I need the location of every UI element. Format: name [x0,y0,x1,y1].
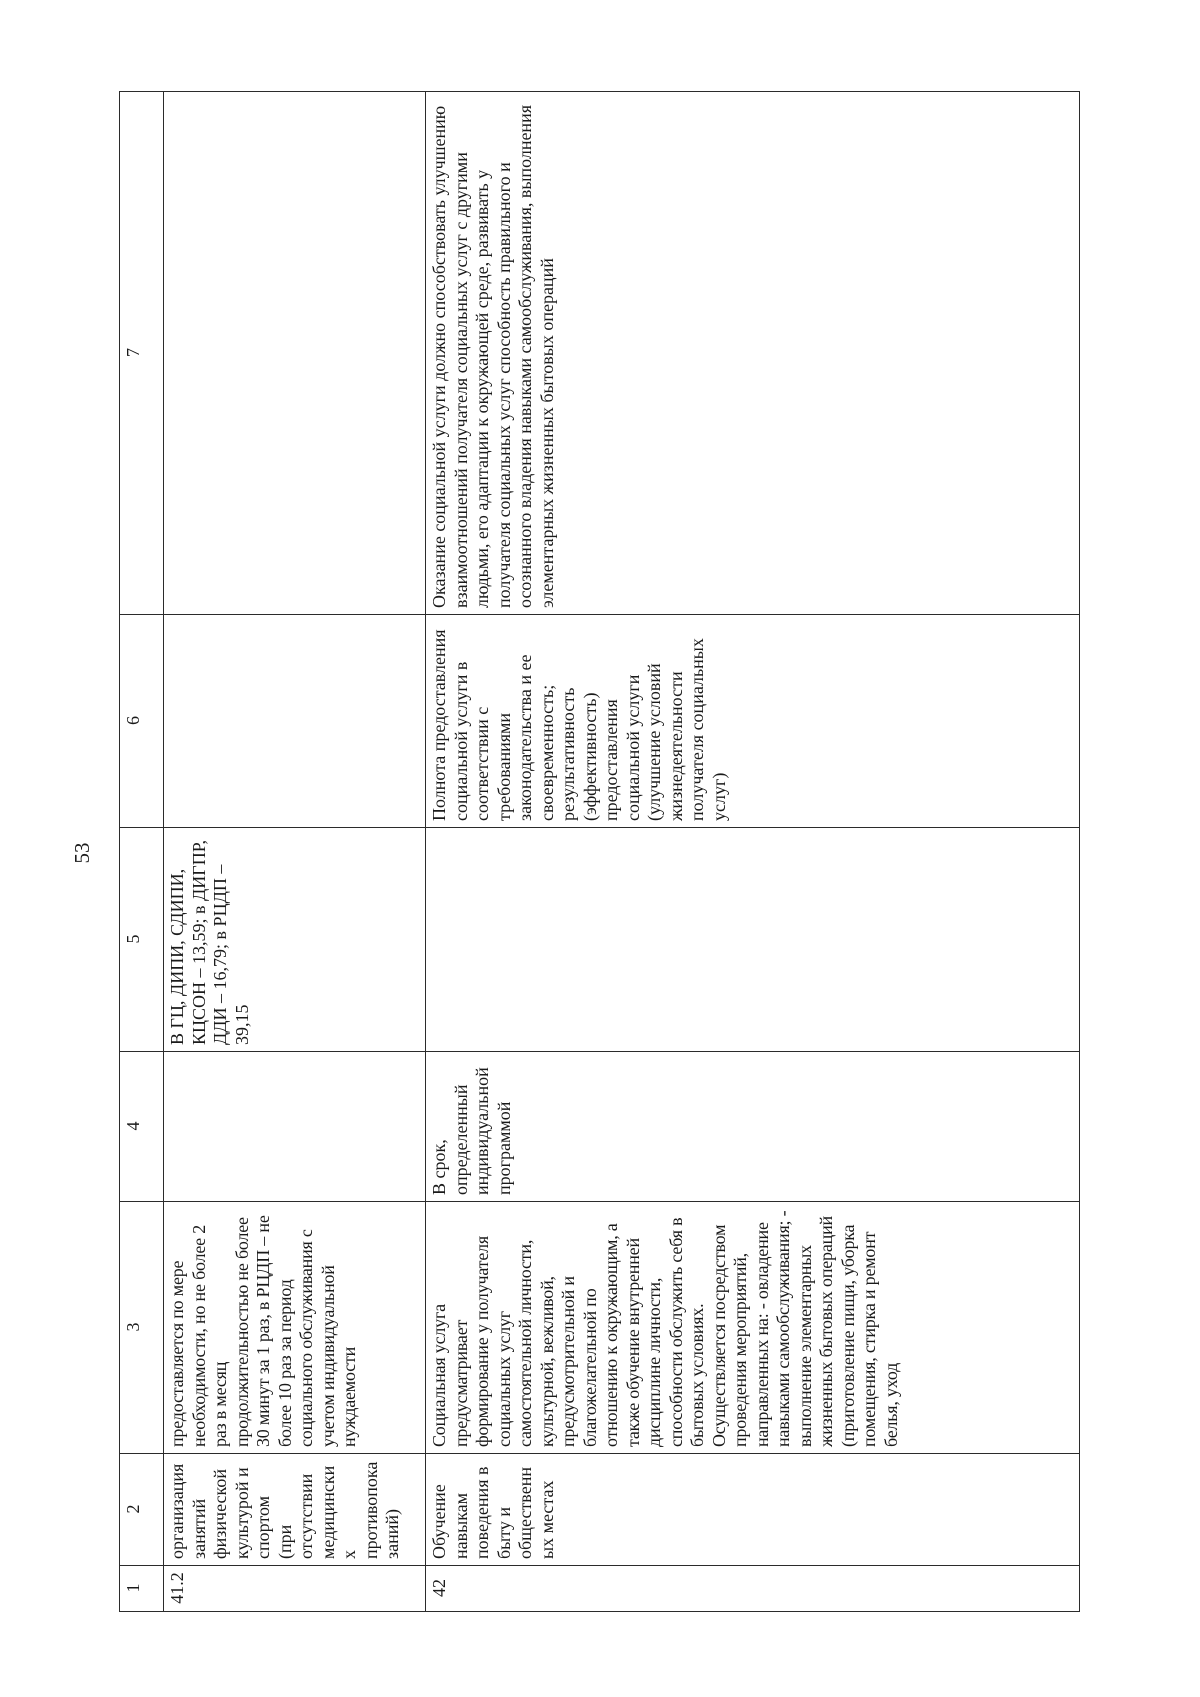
column-header: 2 [120,1454,164,1566]
column-header: 4 [120,1052,164,1202]
services-table [119,91,1080,1612]
rotated-table-wrapper [119,92,1072,1612]
column-header: 1 [120,1566,164,1612]
quality-indicators [164,615,426,828]
column-header: 5 [120,828,164,1052]
service-name: организация занятий физической культурой и спортом (при отсутствии медицинских противопоказаний) [164,1454,426,1566]
quality-indicators: Полнота предоставления социальной услуги в соответствии с требованиями законодательства и ее своевременность; результативность (эффективность) предоставления социальной услуги (улучшение условий жизнедеятельности получателя социальных услуг) [426,615,1080,828]
table-row [426,92,1080,1612]
service-term [164,1052,426,1202]
column-header: 6 [120,615,164,828]
service-term: В срок, определенный индивидуальной программой [426,1052,1080,1202]
page-number: 53 [70,842,94,864]
row-number: 41.2 [164,1566,426,1612]
table-row [164,92,426,1612]
header-row [120,92,164,1612]
service-tariff [426,828,1080,1052]
service-description: предоставляется по мере необходимости, но не более 2 раз в месяц продолжительностью не более 30 минут за 1 раз, в РЦДП – не более 10 раз за период социального обслуживания с учетом индивидуальной нуждаемости [164,1202,426,1454]
service-tariff: В ГЦ, ДИПИ, СДИПИ, КЦСОН – 13,59; в ДИГПР, ДДИ – 16,79; в РЦДП – 39,15 [164,828,426,1052]
row-number: 42 [426,1566,1080,1612]
column-header: 3 [120,1202,164,1454]
service-conditions: Оказание социальной услуги должно способствовать улучшению взаимоотношений получателя социальных услуг с другими людьми, его адаптации к окружающей среде, развивать у получателя социальных услуг способность правильного и осознанного владения навыками самообслуживания, выполнения элементарных жизненных бытовых операций [426,92,1080,615]
service-name: Обучение навыкам поведения в быту и общественных местах [426,1454,1080,1566]
service-description: Социальная услуга предусматривает формирование у получателя социальных услуг самостоятельной личности, культурной, вежливой, предусмотрительной и благожелательной по отношению к окружающим, а также обучение внутренней дисциплине личности, способности обслужить себя в бытовых условиях. Осуществляется посредством проведения мероприятий, направленных на: - овладение навыками самообслуживания; - выполнение элементарных жизненных бытовых операций (приготовление пищи, уборка помещения, стирка и ремонт белья, уход [426,1202,1080,1454]
service-conditions [164,92,426,615]
column-header: 7 [120,92,164,615]
